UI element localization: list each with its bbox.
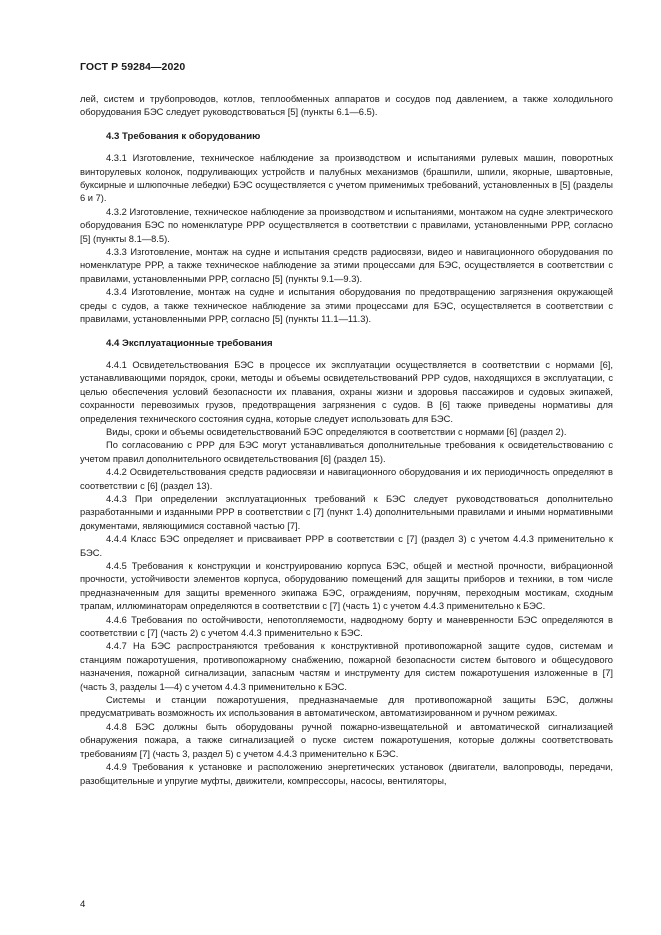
standard-header: ГОСТ Р 59284—2020 <box>80 61 186 73</box>
section-heading-4-3: 4.3 Требования к оборудованию <box>106 130 261 142</box>
section-heading-4-4: 4.4 Эксплуатационные требования <box>106 337 273 349</box>
paragraph-4-4-8: 4.4.8 БЭС должны быть оборудованы ручной пожарно-извещательной и автоматической сигнализацией обнаружения пожара, а также сигнализацией о пуске систем пожаротушения, которые должны соответствовать требованиям [7] (часть 3, раздел 5) с учетом 4.4.3 применительно к БЭС. <box>80 721 613 759</box>
paragraph-4-3-2: 4.3.2 Изготовление, техническое наблюдение за производством и испытаниями, монтажом на судне электрического оборудования БЭС по номенклатуре РРР осуществляется в соответствии с правилами, установленными РРР, согласно [5] (пункты 8.1—8.5). <box>80 206 613 244</box>
paragraph-4-4-1-types: Виды, сроки и объемы освидетельствований БЭС определяются в соответствии с нормами [6] (раздел 2). <box>106 426 567 437</box>
paragraph-4-4-9: 4.4.9 Требования к установке и расположению энергетических установок (двигатели, валопроводы, передачи, разобщительные и упругие муфты, движители, компрессоры, насосы, вентиляторы, <box>80 762 613 786</box>
paragraph-4-4-1: 4.4.1 Освидетельствования БЭС в процессе их эксплуатации осуществляется в соответствии с нормами [6], устанавливающими порядок, сроки, методы и объемы освидетельствований РРР судов, находящихся в эксплуатации, с целью обеспечения условий безопасности их плавания, охраны жизни и здоровья пассажиров и судовых экипажей, сохранности перевозимых грузов, предотвращения загрязнения с судов. В [6] также приведены нормативы для определения технического состояния судна, которые следует использовать для БЭС. <box>80 359 613 424</box>
paragraph-4-4-4: 4.4.4 Класс БЭС определяет и присваивает РРР в соответствии с [7] (раздел 3) с учетом 4.4.3 применительно к БЭС. <box>80 534 613 558</box>
document-body <box>80 93 613 788</box>
paragraph-4-4-2: 4.4.2 Освидетельствования средств радиосвязи и навигационного оборудования и их периодичность определяют в соответствии с [6] (раздел 13). <box>80 467 613 491</box>
paragraph-4-4-1-agreement: По согласованию с РРР для БЭС могут устанавливаться дополнительные требования к освидетельствованию с учетом правил дополнительного освидетельствования [6] (раздел 15). <box>80 440 613 464</box>
paragraph-4-4-6: 4.4.6 Требования по остойчивости, непотопляемости, надводному борту и маневренности БЭС определяются в соответствии с [7] (часть 2) с учетом 4.4.3 применительно к БЭС. <box>80 614 613 639</box>
paragraph-4-4-7-systems: Системы и станции пожаротушения, предназначаемые для противопожарной защиты БЭС, должны предусматривать возможность их использования в автоматическом, автоматизированном и ручном режимах. <box>80 695 613 719</box>
paragraph-4-3-3: 4.3.3 Изготовление, монтаж на судне и испытания средств радиосвязи, видео и навигационного оборудования по номенклатуре РРР, а также техническое наблюдение за этими процессами для БЭС, осуществляется в соответствии с правилами, установленными РРР, согласно [5] (пункты 9.1—9.3). <box>80 247 613 284</box>
page-number: 4 <box>80 899 86 910</box>
paragraph-4-4-5: 4.4.5 Требования к конструкции и конструированию корпуса БЭС, общей и местной прочности, вибрационной прочности, устойчивости элементов корпуса, оборудованию помещений для защиты приборов и техники, в том числе предназначенным для защиты временного экипажа БЭС, ограждениям, поручням, переходным мостикам, сходным трапам, иллюминаторам определяются в соответствии с [7] (часть 1) с учетом 4.4.3 применительно к БЭС. <box>80 561 613 612</box>
paragraph-4-3-4: 4.3.4 Изготовление, монтаж на судне и испытания оборудования по предотвращению загрязнения окружающей среды с судов, а также техническое наблюдение за этими процессами для БЭС, осуществляется в соответствии с правилами, установленными РРР, согласно [5] (пункты 11.1—11.3). <box>80 287 613 325</box>
paragraph-continuation: лей, систем и трубопроводов, котлов, теплообменных аппаратов и сосудов под давлением, а также холодильного оборудования БЭС следует руководствоваться [5] (пункты 6.1—6.5). <box>80 94 613 118</box>
paragraph-4-4-3: 4.4.3 При определении эксплуатационных требований к БЭС следует руководствоваться дополнительно разработанными и изданными РРР в соответствии с [7] (пункт 1.4) дополнительными правилами и иными нормативными документами, являющимися составной частью [7]. <box>80 493 613 531</box>
paragraph-4-3-1: 4.3.1 Изготовление, техническое наблюдение за производством и испытаниями рулевых машин, поворотных винторулевых колонок, подруливающих устройств и палубных механизмов (брашпили, шпили, якорные, швартовные, буксирные и шлюпочные лебедки) БЭС осуществляется с учетом применимых требований, установленных в [5] (разделы 6 и 7). <box>80 153 613 204</box>
paragraph-4-4-7: 4.4.7 На БЭС распространяются требования к конструктивной противопожарной защите судов, системам и станциям пожаротушения, противопожарному снабжению, пожарной безопасности систем бытового и общесудового назначения, пожарной сигнализации, запасным частям и инструменту для систем пожаротушения изложенные в [7] (часть 3, разделы 1—4) с учетом 4.4.3 применительно к БЭС. <box>80 641 613 692</box>
